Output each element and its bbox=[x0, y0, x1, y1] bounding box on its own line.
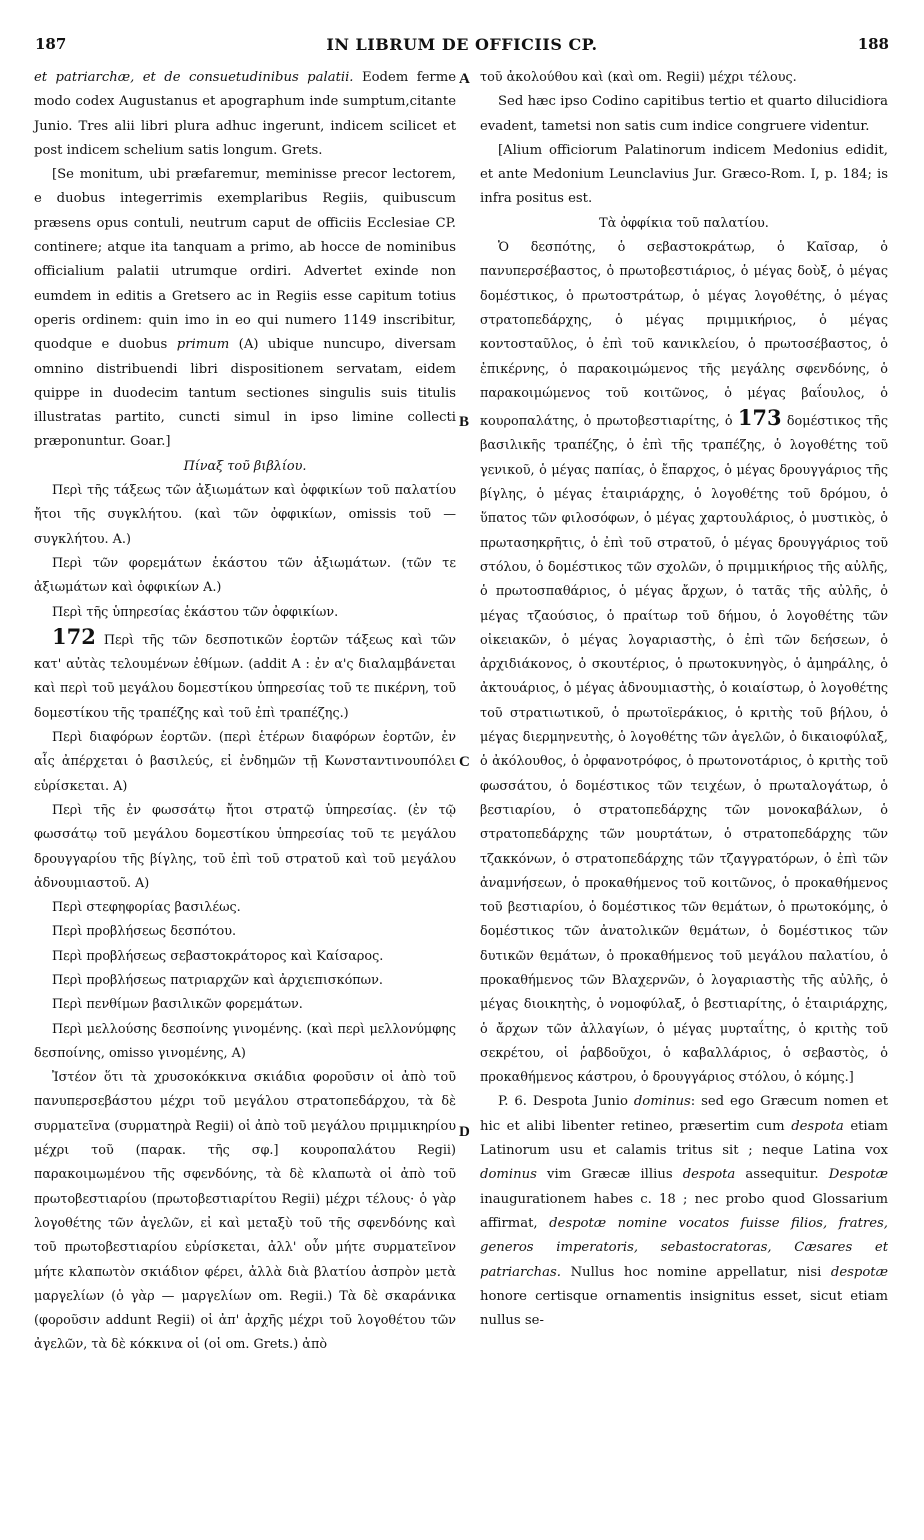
margin-marker-b: B bbox=[459, 414, 470, 430]
italic-text: dominus bbox=[633, 1094, 691, 1110]
italic-text: despotæ bbox=[830, 1264, 888, 1280]
italic-text: despota bbox=[791, 1118, 844, 1134]
italic-text: primum bbox=[176, 337, 230, 353]
commentary-text: Nullus hoc nomine appellatur, nisi bbox=[561, 1264, 831, 1280]
index-entry: Περὶ διαφόρων ἑορτῶν. (περὶ ἑτέρων διαφόρων ἑορτῶν, ἐν αἷς ἀπέρχεται ὁ βασιλεύς, εἰ ἐνδημῶν τῇ Κωνσταντινουπόλει εὑρίσκεται. A) bbox=[34, 730, 456, 794]
index-entry-text: Περὶ τῆς τῶν δεσποτικῶν ἑορτῶν τάξεως καὶ τῶν κατ' αὐτὰς τελουμένων ἐθίμων. (addit A : ἐν α'ς διαλαμβάνεται καὶ περὶ τοῦ μεγάλου δομεστίκου ὑπηρεσίας τοῦ τε πικέρνη, τοῦ δομεστίκου τῆς τραπέζης καὶ τοῦ ἐπὶ τραπέζης.) bbox=[34, 632, 456, 721]
index-entry: Περὶ στεφηφορίας βασιλέως. bbox=[52, 900, 241, 916]
margin-marker-c: C bbox=[459, 754, 470, 770]
commentary-text: : sed ego Græcum nomen et hic et alibi libenter retineo, præsertim cum bbox=[480, 1094, 889, 1134]
pinax-heading: Πίναξ τοῦ βιβλίου. bbox=[183, 458, 307, 474]
index-entry: Περὶ πενθίμων βασιλικῶν φορεμάτων. bbox=[52, 997, 303, 1013]
index-entry: Περὶ προβλήσεως σεβαστοκράτορος καὶ Καίσαρος. bbox=[52, 948, 384, 964]
index-entry: Περὶ προβλήσεως δεσπότου. bbox=[52, 924, 237, 940]
index-entry: Περὶ τῆς τάξεως τῶν ἀξιωμάτων καὶ ὀφφικίων τοῦ παλατίου ἤτοι τῆς συγκλήτου. (καὶ τῶν ὀφφικίων, omissis τοῦ — συγκλήτου. A.) bbox=[34, 483, 456, 547]
greek-paragraph: Ἰστέον ὅτι τὰ χρυσοκόκκινα σκιάδια φοροῦσιν οἱ ἀπὸ τοῦ πανυπερσεβάστου μέχρι τοῦ μεγάλου στρατοπεδάρχου, τὰ δὲ συρματεῖνα (συρματηρὰ Regii) οἱ ἀπὸ τοῦ μεγάλου πριμμικηρίου μέχρι τοῦ (παρακ. τῆς σφ.] κουροπαλάτου Regii) παρακοιμωμένου τῆς σφενδόνης, τὰ δὲ κλαπωτὰ οἱ ἀπὸ τοῦ πρωτοβεστιαρίου (πρωτοβεστιαρίτου Regii) μέχρι τέλους· ὁ γὰρ λογοθέτης τῶν ἀγελῶν, εἰ καὶ μεταξὺ τοῦ τῆς σφενδόνης καὶ τοῦ πρωτοβεστιαρίου εὑρίσκεται, ἀλλ' οὖν μήτε συρματεῖνον μήτε κλαπωτὸν σκιάδιον φέρει, ἀλλὰ διὰ βλατίου ἀσπρὸν μετὰ μαργελίων (ὁ γὰρ — μαργελίων om. Regii.) Τὰ δὲ σκαράνικα (φοροῦσιν addunt Regii) οἱ ἀπ' ἀρχῆς μέχρι τοῦ λογοθέτου τῶν ἀγελῶν, τὰ δὲ κόκκινα οἱ (οἱ om. Grets.) ἀπὸ bbox=[34, 1070, 456, 1353]
right-column bbox=[480, 66, 888, 1333]
commentary-text: assequitur. bbox=[735, 1167, 829, 1183]
commentary-paragraph bbox=[480, 1090, 888, 1333]
running-title: IN LIBRUM DE OFFICIIS CP. bbox=[326, 35, 598, 54]
note-paragraph bbox=[34, 66, 456, 163]
note-paragraph: Sed hæc ipso Codino capitibus tertio et quarto dilucidiora evadent, tametsi non satis cum indice congruere videntur. bbox=[480, 94, 888, 134]
italic-text: despota bbox=[682, 1167, 736, 1183]
commentary-text: honore certisque ornamentis insignitus esset, sicut etiam nullus se- bbox=[480, 1288, 888, 1329]
commentary-text: vim Græcæ illius bbox=[536, 1167, 683, 1183]
index-entry: Περὶ προβλήσεως πατριαρχῶν καὶ ἀρχιεπισκόπων. bbox=[52, 972, 383, 988]
note-text: [Se monitum, ubi præfaremur, meminisse precor lectorem, e duobus integerrimis exemplaribus Regiis, quibuscum præsens opus contuli, neutrum caput de officiis Ecclesiae CP. continere; atque ita tanquam a primo, ab hocce de nominibus officialium palatii utrumque ordiri. Advertet exinde non eumdem in editis a Gretsero ac in Regiis esse capitum totius operis ordinem: quin imo in eo qui numero 1149 inscribitur, quodque e duobus bbox=[34, 167, 456, 353]
editor-note bbox=[34, 163, 456, 455]
note-text: (A) ubique nuncupo, diversam omnino distribuendi libri dispositionem servatam, eidem quippe in duodecim tantum sectiones singulis suis titulis illustratas partito, cuncti simul in ipso limine collecti præponuntur. Goar.] bbox=[34, 337, 456, 450]
index-entry: Περὶ τῶν φορεμάτων ἑκάστου τῶν ἀξιωμάτων. (τῶν τε ἀξιωμάτων καὶ ὀφφικίων A.) bbox=[34, 555, 456, 596]
offices-heading: Τὰ ὀφφίκια τοῦ παλατίου. bbox=[599, 215, 769, 231]
offices-text: δομέστικος τῆς βασιλικῆς τραπέζης, ὁ ἐπὶ τῆς τραπέζης, ὁ λογοθέτης τοῦ γενικοῦ, ὁ μέγας παπίας, ὁ ἔπαρχος, ὁ μέγας δρουγγάριος τῆς βίγλης, ὁ μέγας ἑταιριάρχης, ὁ λογοθέτης τοῦ δρόμου, ὁ ὕπατος τῶν φιλοσόφων, ὁ μέγας χαρτουλάριος, ὁ μυστικὸς, ὁ πρωτασηκρῆτις, ὁ ἐπὶ τοῦ στρατοῦ, ὁ μέγας δρουγγάριος τοῦ στόλου, ὁ δομέστικος τῶν σχολῶν, ὁ πριμμικήριος τῆς αὐλῆς, ὁ πρωτοσπαθάριος, ὁ μέγας ἄρχων, ὁ τατᾶς τῆς αὐλῆς, ὁ μέγας τζαούσιος, ὁ πραίτωρ τοῦ δήμου, ὁ λογοθέτης τῶν οἰκειακῶν, ὁ μέγας λογαριαστὴς, ὁ ἐπὶ τῶν δεήσεων, ὁ ἀρχιδιάκονος, ὁ σκουτέριος, ὁ πρωτοκυνηγὸς, ὁ ἀμηράλης, ὁ ἀκτουάριος, ὁ μέγας ἀδνουμιαστὴς, ὁ κοιαίστωρ, ὁ λογοθέτης τοῦ στρατιωτικοῦ, ὁ πρωτοϊεράκιος, ὁ κριτὴς τοῦ βήλου, ὁ μέγας διερμηνευτὴς, ὁ λογοθέτης τῶν ἀγελῶν, ὁ δικαιοφύλαξ, ὁ ἀκόλουθος, ὁ ὀρφανοτρόφος, ὁ πρωτονοτάριος, ὁ κριτὴς τοῦ φωσσάτου, ὁ δομέστικος τῶν τειχέων, ὁ πρωταλογάτωρ, ὁ βεστιαρίου, ὁ στρατοπεδάρχης τῶν μονοκαβάλων, ὁ στρατοπεδάρχης τῶν μουρτάτων, ὁ στρατοπεδάρχης τῶν τζακκόνων, ὁ στρατοπεδάρχης τῶν τζαγγρατόρων, ὁ ἐπὶ τῶν ἀναμνήσεων, ὁ προκαθήμενος τοῦ κοιτῶνος, ὁ προκαθήμενος τοῦ βεστιαρίου, ὁ δομέστικος τῶν θεμάτων, ὁ πρωτοκόμης, ὁ δομέστικος τῶν ἀνατολικῶν θεμάτων, ὁ δομέστικος τῶν δυτικῶν θεμάτων, ὁ προκαθήμενος τοῦ μεγάλου παλατίου, ὁ προκαθήμενος τῶν Βλαχερνῶν, ὁ λογαριαστὴς τῆς αὐλῆς, ὁ μέγας διοικητὴς, ὁ νομοφύλαξ, ὁ βεστιαρίτης, ὁ ἑταιριάρχης, ὁ ἄρχων τῶν ἀλλαγίων, ὁ μέγας μυρταΐτης, ὁ κριτὴς τοῦ σεκρέτου, οἱ ῥαβδοῦχοι, ὁ καβαλλάριος, ὁ σεβαστὸς, ὁ προκαθήμενος κάστρου, ὁ δρουγγάριος στόλου, ὁ κόμης.] bbox=[480, 414, 888, 1086]
commentary-text: P. 6. Despota Junio bbox=[498, 1094, 634, 1110]
italic-text: Despotæ bbox=[828, 1167, 888, 1183]
note-text: Eodem ferme modo codex Augustanus et apographum inde sumptum,citante Junio. Tres alii libri plura adhuc ingerunt, indicem scilicet et post indicem schelium satis longum. Grets. bbox=[34, 70, 457, 158]
greek-continuation: τοῦ ἀκολούθου καὶ (καὶ om. Regii) μέχρι τέλους. bbox=[480, 70, 797, 85]
index-entry bbox=[34, 625, 456, 726]
index-entry: Περὶ μελλούσης δεσποίνης γινομένης. (καὶ περὶ μελλονύμφης δεσποίνης, omisso γινομένης, A) bbox=[34, 1021, 456, 1061]
section-number: 172 bbox=[52, 623, 96, 649]
commentary-text: etiam Latinorum usu et calamis tritus sit ; neque Latina vox bbox=[480, 1118, 889, 1159]
margin-marker-a: A bbox=[459, 71, 470, 87]
page-number-right: 188 bbox=[857, 35, 889, 53]
editor-note: [Alium officiorum Palatinorum indicem Medonius edidit, et ante Medonium Leunclavius Jur. Græco-Rom. I, p. 184; is infra positus est. bbox=[480, 142, 888, 207]
running-header bbox=[0, 35, 924, 55]
page-number-left: 187 bbox=[35, 35, 67, 53]
index-entry: Περὶ τῆς ὑπηρεσίας ἑκάστου τῶν ὀφφικίων. bbox=[52, 604, 339, 620]
left-column bbox=[34, 66, 456, 1358]
offices-text: Ὁ δεσπότης, ὁ σεβαστοκράτωρ, ὁ Καῖσαρ, ὁ πανυπερσέβαστος, ὁ πρωτοβεστιάριος, ὁ μέγας δοὺξ, ὁ μέγας δομέστικος, ὁ πρωτοστράτωρ, ὁ μέγας λογοθέτης, ὁ μέγας στρατοπεδάρχης, ὁ μέγας πριμμικήριος, ὁ μέγας κοντοσταῦλος, ὁ ἐπὶ τοῦ κανικλείου, ὁ πρωτοσέβαστος, ὁ ἐπικέρνης, ὁ παρακοιμώμενος τῆς μεγάλης σφενδόνης, ὁ παρακοιμώμενος τοῦ κοιτῶνος, ὁ μέγας βαΐουλος, ὁ κουροπαλάτης, ὁ πρωτοβεστιαρίτης, ὁ bbox=[480, 240, 888, 430]
offices-list bbox=[480, 236, 888, 1090]
section-number: 173 bbox=[737, 405, 782, 431]
index-entry: Περὶ τῆς ἐν φωσσάτῳ ἤτοι στρατῷ ὑπηρεσίας. (ἐν τῷ φωσσάτῳ τοῦ μεγάλου δομεστίκου ὑπηρεσίας τοῦ τε μεγάλου δρουγγαρίου τῆς βίγλης, τοῦ ἐπὶ τοῦ στρατοῦ καὶ τοῦ μεγάλου ἀδνουμιαστοῦ. A) bbox=[34, 802, 456, 891]
italic-text: despotæ nomine vocatos fuisse filios, fratres, generos imperatoris, sebastocratoras, Cæsares et patriarchas. bbox=[480, 1215, 889, 1280]
margin-marker-d: D bbox=[459, 1124, 470, 1140]
italic-text: et patriarchæ, et de consuetudinibus palatii. bbox=[34, 70, 354, 85]
italic-text: dominus bbox=[480, 1167, 537, 1183]
commentary-text: inaugurationem habes c. 18 ; nec probo quod Glossarium affirmat, bbox=[480, 1191, 888, 1231]
